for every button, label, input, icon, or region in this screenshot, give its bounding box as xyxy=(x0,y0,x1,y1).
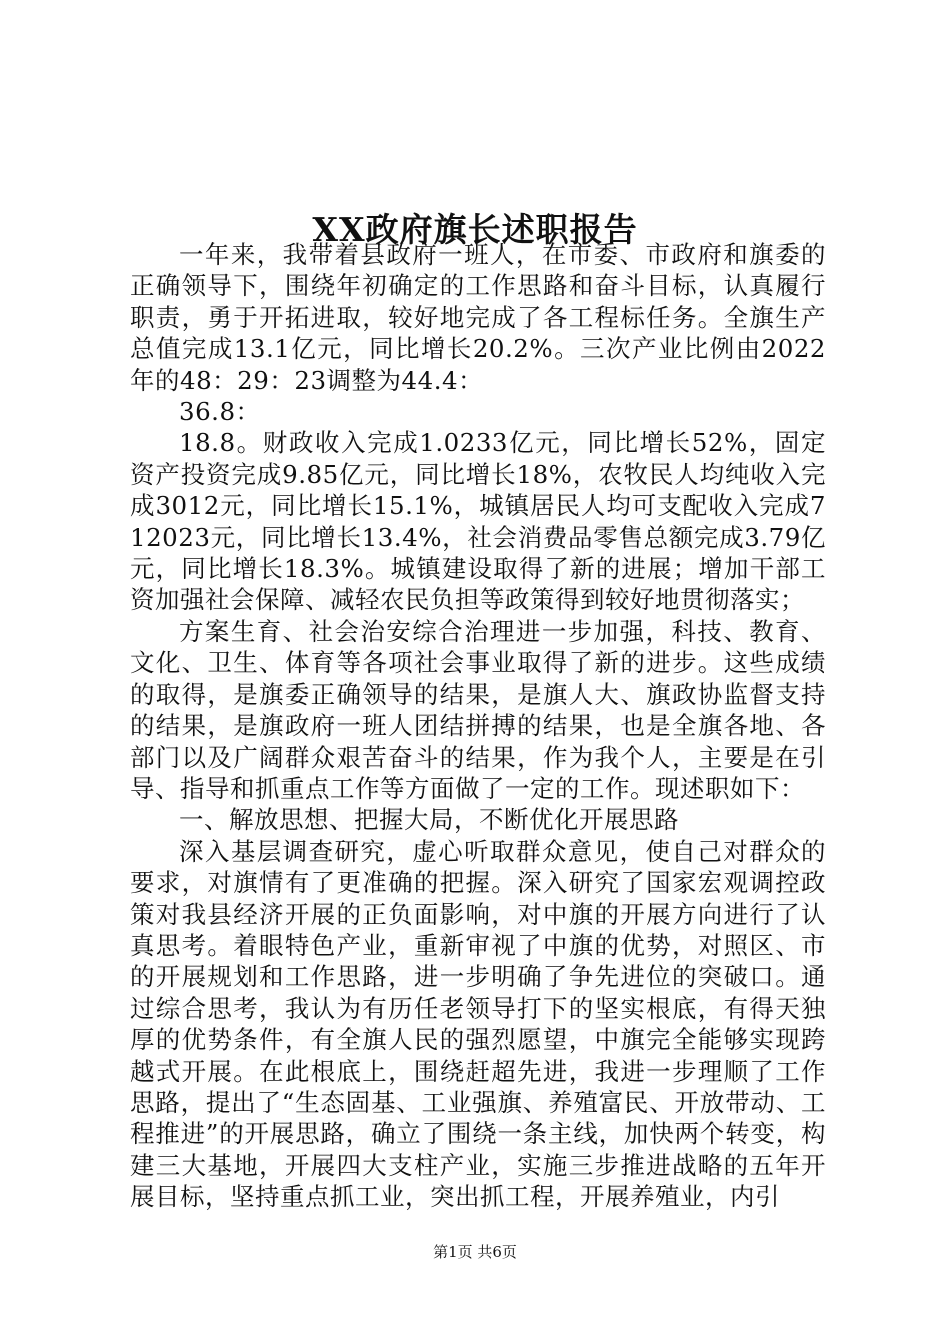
section-heading: 一、解放思想、把握大局，不断优化开展思路 xyxy=(179,805,679,835)
document-body xyxy=(130,239,826,1213)
page-footer: 第1页 共6页 xyxy=(433,1243,517,1261)
paragraph-economic-figures: 18.8。财政收入完成1.0233亿元，同比增长52%，固定资产投资完成9.85亿元，同比增长18%，农牧民人均纯收入完成3012元，同比增长15.1%，城镇居民人均可支配收入完成712023元，同比增长13.4%，社会消费品零售总额完成3.79亿元，同比增长18.3%。城镇建设取得了新的进展；增加干部工资加强社会保障、减轻农民负担等政策得到较好地贯彻落实； xyxy=(130,428,826,615)
paragraph-development-ideas: 深入基层调查研究，虚心听取群众意见，使自己对群众的要求，对旗情有了更准确的把握。深入研究了国家宏观调控政策对我县经济开展的正负面影响，对中旗的开展方向进行了认真思考。着眼特色产业，重新审视了中旗的优势，对照区、市的开展规划和工作思路，进一步明确了争先进位的突破口。通过综合思考，我认为有历任老领导打下的坚实根底，有得天独厚的优势条件，有全旗人民的强烈愿望，中旗完全能够实现跨越式开展。在此根底上，围绕赶超先进，我进一步理顺了工作思路，提出了“生态固基、工业强旗、养殖富民、开放带动、工程推进”的开展思路，确立了围绕一条主线，加快两个转变，构建三大基地，开展四大支柱产业，实施三步推进战略的五年开展目标，坚持重点抓工业，突出抓工程，开展养殖业，内引 xyxy=(130,836,826,1212)
paragraph-intro: 一年来，我带着县政府一班人，在市委、市政府和旗委的正确领导下，围绕年初确定的工作思路和奋斗目标，认真履行职责，勇于开拓进取，较好地完成了各工程标任务。全旗生产总值完成13.1亿元，同比增长20.2%。三次产业比例由2022年的48：29：23调整为44.4： xyxy=(130,240,826,395)
document-title: XX政府旗长述职报告 xyxy=(312,210,638,250)
paragraph-ratio-continuation: 36.8： xyxy=(179,397,261,427)
paragraph-achievements: 方案生育、社会治安综合治理进一步加强，科技、教育、文化、卫生、体育等各项社会事业取得了新的进步。这些成绩的取得，是旗委正确领导的结果，是旗人大、旗政协监督支持的结果，是旗政府一班人团结拼搏的结果，也是全旗各地、各部门以及广阔群众艰苦奋斗的结果，作为我个人，主要是在引导、指导和抓重点工作等方面做了一定的工作。现述职如下： xyxy=(130,616,826,803)
